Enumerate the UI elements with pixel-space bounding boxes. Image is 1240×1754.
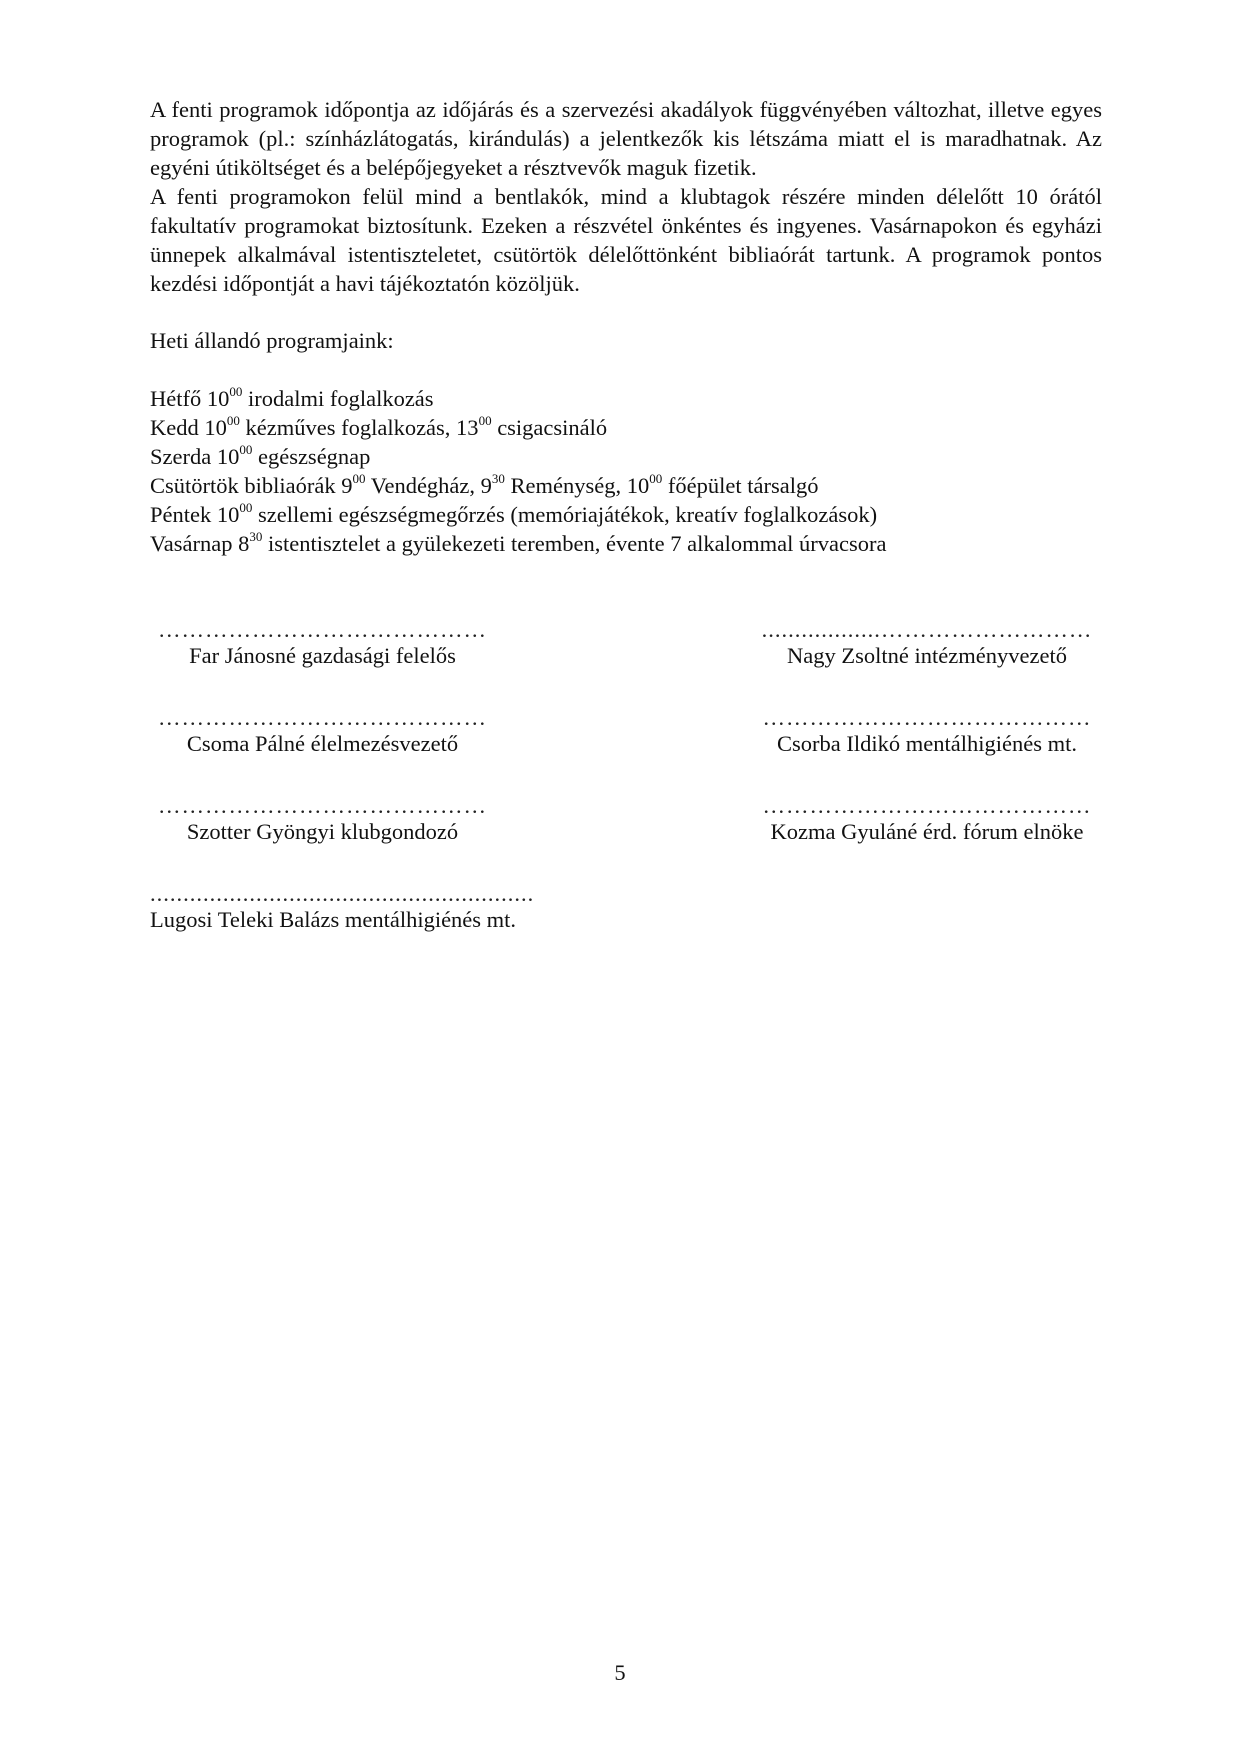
signature-line: …………………………………… xyxy=(158,706,487,730)
schedule-text: csigacsináló xyxy=(491,415,608,440)
schedule-text: Vasárnap 8 xyxy=(150,531,250,556)
schedule-friday xyxy=(150,500,1102,529)
schedule-monday xyxy=(150,384,1102,413)
signatory-name: Kozma Gyuláné érd. fórum elnöke xyxy=(770,819,1084,844)
signature-line: ..................……………………… xyxy=(761,618,1093,642)
time-minutes: 30 xyxy=(249,528,263,544)
signature-row xyxy=(150,882,1102,970)
document-page xyxy=(150,95,1102,970)
schedule-text: Csütörtök bibliaórák 9 xyxy=(150,473,353,498)
intro-paragraph-2: A fenti programokon felül mind a bentlakók, mind a klubtagok részére minden délelőtt 10 órától fakultatív programokat biztosítunk. Ezeken a részvétel önkéntes és ingyenes. Vasárnapokon és egyházi ünnepek alkalmával istentiszteletet, csütörtök délelőttönként bibliaórát tartunk. A programok pontos kezdési időpontját a havi tájékoztatón közöljük. xyxy=(150,184,1102,296)
signature-line: …………………………………… xyxy=(762,706,1092,730)
signature-csorba-ildiko xyxy=(752,706,1102,794)
signature-line: …………………………………… xyxy=(158,618,487,642)
time-minutes: 30 xyxy=(491,470,505,486)
schedule-text: Kedd 10 xyxy=(150,415,227,440)
signatory-name: Csorba Ildikó mentálhigiénés mt. xyxy=(777,731,1077,756)
signatory-name: Far Jánosné gazdasági felelős xyxy=(189,643,456,668)
signature-szotter-gyongyi xyxy=(150,794,495,882)
signature-far-janosne xyxy=(150,618,495,706)
schedule-text: egészségnap xyxy=(252,444,371,469)
signature-lugosi-teleki xyxy=(150,882,570,970)
schedule-text: kézműves foglalkozás, 13 xyxy=(239,415,479,440)
signature-csoma-palne xyxy=(150,706,495,794)
intro-paragraph-1: A fenti programok időpontja az időjárás és a szervezési akadályok függvényében változhat, illetve egyes programok (pl.: színházlátogatás, kirándulás) a jelentkezők kis létszáma miatt el is maradhatnak. Az egyéni útiköltséget és a belépőjegyeket a résztvevők maguk fizetik. xyxy=(150,97,1102,180)
time-minutes: 00 xyxy=(239,441,253,457)
signature-line: …………………………………… xyxy=(158,794,487,818)
page-number: 5 xyxy=(614,1660,626,1685)
schedule-wednesday xyxy=(150,442,1102,471)
signature-line: .......................................................... xyxy=(150,882,535,906)
schedule-text: Reménység, 10 xyxy=(504,473,650,498)
time-minutes: 00 xyxy=(352,470,366,486)
schedule-text: Szerda 10 xyxy=(150,444,240,469)
signature-line: …………………………………… xyxy=(762,794,1092,818)
signatory-name: Szotter Gyöngyi klubgondozó xyxy=(186,819,459,844)
schedule-text: Péntek 10 xyxy=(150,502,240,527)
schedule-thursday xyxy=(150,471,1102,500)
signatory-name: Nagy Zsoltné intézményvezető xyxy=(787,643,1067,668)
time-minutes: 00 xyxy=(226,412,240,428)
signature-nagy-zsoltne xyxy=(752,618,1102,706)
schedule-text: szellemi egészségmegőrzés (memóriajátékok, kreatív foglalkozások) xyxy=(252,502,878,527)
signature-block xyxy=(150,618,1102,970)
schedule-sunday xyxy=(150,529,1102,558)
time-minutes: 00 xyxy=(478,412,492,428)
signatory-name: Lugosi Teleki Balázs mentálhigiénés mt. xyxy=(150,907,517,932)
signature-kozma-gyulane xyxy=(752,794,1102,882)
signature-row xyxy=(150,794,1102,882)
signature-row xyxy=(150,706,1102,794)
schedule-text: Hétfő 10 xyxy=(150,386,230,411)
weekly-schedule xyxy=(150,384,1102,558)
time-minutes: 00 xyxy=(239,499,253,515)
time-minutes: 00 xyxy=(649,470,663,486)
weekly-programs-heading: Heti állandó programjaink: xyxy=(150,328,394,353)
schedule-text: irodalmi foglalkozás xyxy=(242,386,434,411)
schedule-text: Vendégház, 9 xyxy=(365,473,492,498)
time-minutes: 00 xyxy=(229,383,243,399)
schedule-text: istentisztelet a gyülekezeti teremben, évente 7 alkalommal úrvacsora xyxy=(262,531,887,556)
schedule-tuesday xyxy=(150,413,1102,442)
signature-row xyxy=(150,618,1102,706)
signatory-name: Csoma Pálné élelmezésvezető xyxy=(186,731,459,756)
schedule-text: főépület társalgó xyxy=(662,473,819,498)
